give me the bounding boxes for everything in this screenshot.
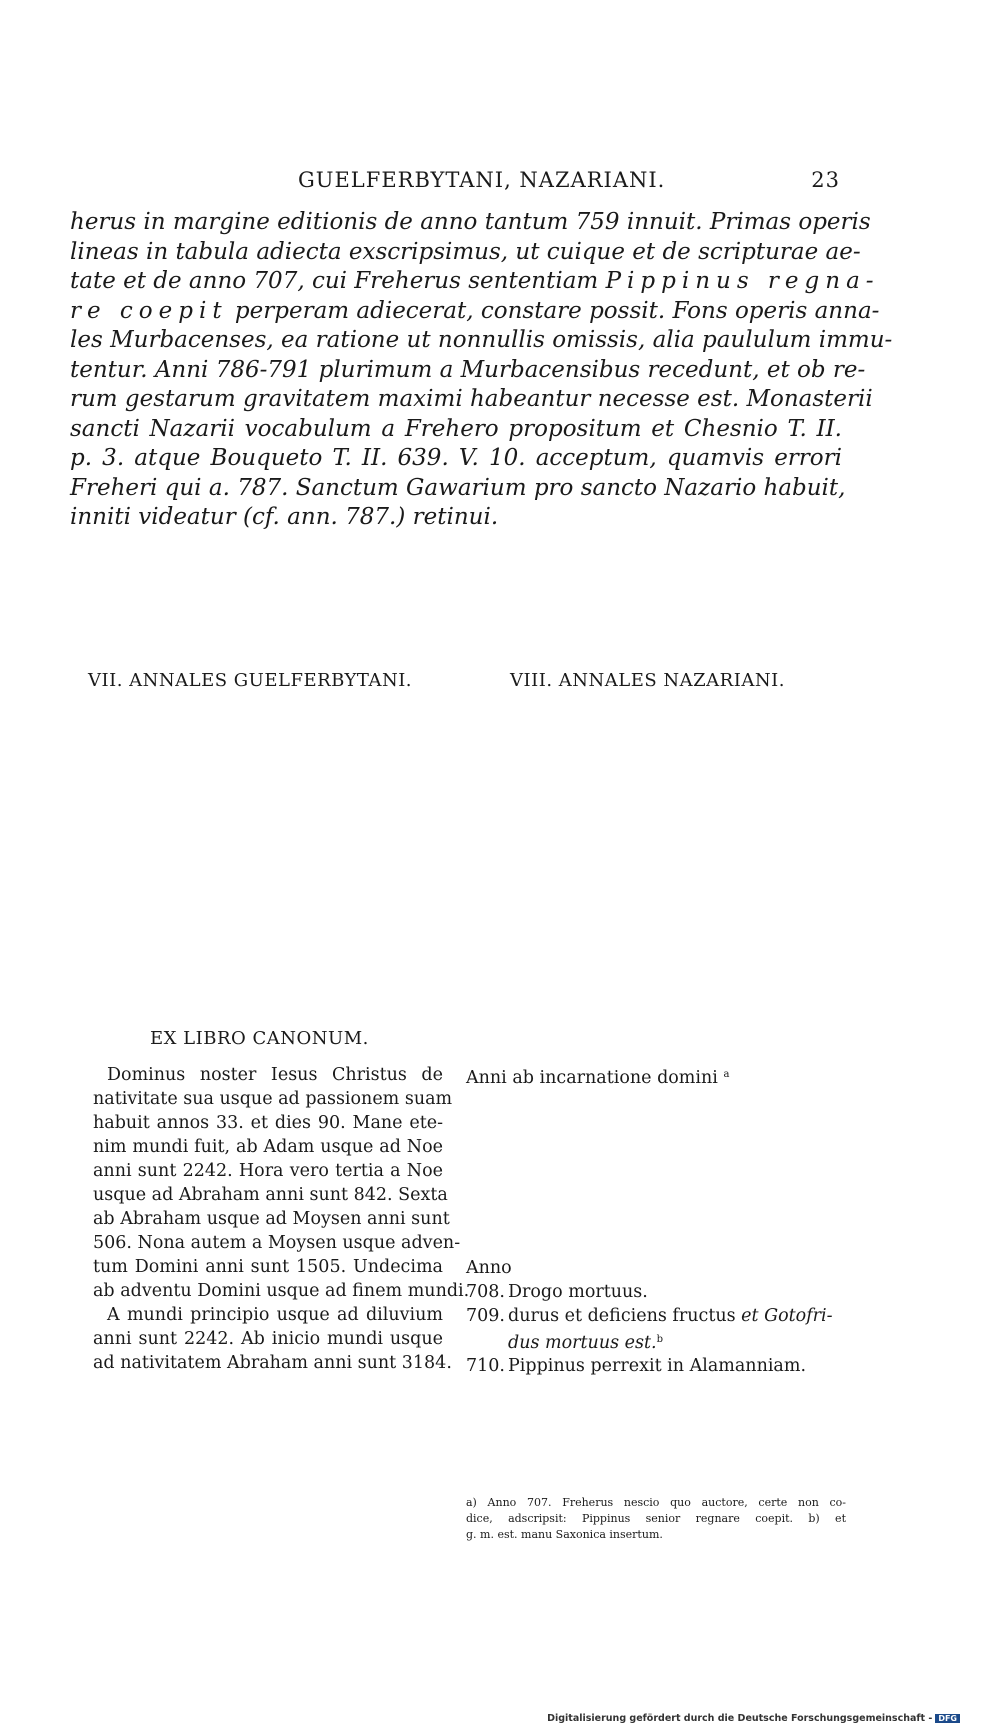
left-column-text bbox=[93, 1063, 470, 1375]
intro-line: herus in margine editionis de anno tantum 759 innuit. Primas operis bbox=[70, 209, 871, 235]
credit-text: Digitalisierung gefördert durch die Deutsche Forschungsgemeinschaft - bbox=[547, 1713, 933, 1724]
text-line: nativitate sua usque ad passionem suam bbox=[93, 1089, 453, 1109]
entry-italic-text: et Gotofri- bbox=[741, 1306, 833, 1326]
text-line: 506. Nona autem a Moysen usque adven- bbox=[93, 1233, 461, 1253]
intro-paragraph bbox=[70, 208, 893, 533]
intro-text: tate et de anno 707, cui Freherus sententiam bbox=[70, 268, 606, 294]
text-line: ad nativitatem Abraham anni sunt 3184. bbox=[93, 1353, 452, 1373]
intro-line: lineas in tabula adiecta exscripsimus, ut cuique et de scripturae ae- bbox=[70, 238, 861, 265]
annal-entry-709 bbox=[466, 1304, 846, 1355]
text-line: nim mundi fuit, ab Adam usque ad Noe bbox=[93, 1137, 443, 1157]
intro-text: perperam adiecerat, constare possit. Fons operis anna- bbox=[227, 297, 880, 324]
anno-label: Anno bbox=[466, 1258, 512, 1278]
page-number: 23 bbox=[811, 168, 840, 192]
intro-line: p. 3. atque Bouqueto T. II. 639. V. 10. acceptum, quamvis errori bbox=[70, 445, 842, 471]
entry-italic-continuation: dus mortuus est. bbox=[508, 1333, 657, 1353]
entry-text: Pippinus perrexit in Alamanniam. bbox=[508, 1356, 807, 1376]
intro-line: sancti Nazarii vocabulum a Frehero propositum et Chesnio T. II. bbox=[70, 415, 842, 442]
text-line: anni sunt 2242. Hora vero tertia a Noe bbox=[93, 1161, 443, 1181]
intro-line: rum gestarum gravitatem maximi habeantur necesse est. Monasterii bbox=[70, 386, 873, 412]
spaced-quote: Pippinus regna- bbox=[605, 268, 880, 294]
section-heading-guelferbytani: VII. ANNALES GUELFERBYTANI. bbox=[88, 670, 413, 691]
text-line: Dominus noster Iesus Christus de bbox=[107, 1065, 443, 1085]
intro-line bbox=[70, 267, 880, 297]
text-line: ab adventu Domini usque ad finem mundi. bbox=[93, 1281, 470, 1301]
footnotes bbox=[466, 1495, 846, 1543]
intro-line: les Murbacenses, ea ratione ut nonnullis omissis, alia paululum immu- bbox=[70, 327, 893, 353]
entry-text: Drogo mortuus. bbox=[508, 1282, 648, 1302]
text-line: habuit annos 33. et dies 90. Mane ete- bbox=[93, 1113, 443, 1133]
text-line: anni sunt 2242. Ab inicio mundi usque bbox=[93, 1329, 443, 1349]
intro-line: Freheri qui a. 787. Sanctum Gawarium pro sancto Nazario habuit, bbox=[70, 474, 846, 501]
intro-line: inniti videatur (cf. ann. 787.) retinui. bbox=[70, 504, 499, 530]
text-line: usque ad Abraham anni sunt 842. Sexta bbox=[93, 1185, 448, 1205]
running-title: GUELFERBYTANI, NAZARIANI. bbox=[298, 168, 666, 192]
dfg-logo: DFG bbox=[935, 1714, 960, 1723]
anni-heading-text: Anni ab incarnatione domini bbox=[466, 1068, 718, 1088]
text-line: A mundi principio usque ad diluvium bbox=[107, 1305, 443, 1325]
annal-entry-708 bbox=[466, 1280, 846, 1304]
spaced-quote: re coepit bbox=[70, 297, 228, 324]
footnote-line: dice, adscripsit: Pippinus senior regnare coepit. b) et bbox=[466, 1512, 846, 1525]
text-line: ab Abraham usque ad Moysen anni sunt bbox=[93, 1209, 450, 1229]
footnote-line: g. m. est. manu Saxonica insertum. bbox=[466, 1528, 663, 1541]
section-heading-nazariani: VIII. ANNALES NAZARIANI. bbox=[510, 670, 785, 691]
text-line: tum Domini anni sunt 1505. Undecima bbox=[93, 1257, 443, 1277]
entry-text: durus et deficiens fructus bbox=[508, 1306, 742, 1326]
digitization-credit bbox=[547, 1713, 960, 1724]
footnote-line: a) Anno 707. Freherus nescio quo auctore, certe non co- bbox=[466, 1496, 846, 1509]
footnote-mark-b: b bbox=[656, 1334, 663, 1345]
footnote-mark-a: a bbox=[723, 1069, 730, 1080]
ex-libro-heading: EX LIBRO CANONUM. bbox=[150, 1028, 369, 1049]
anni-heading bbox=[466, 1063, 729, 1090]
intro-line: tentur. Anni 786-791 plurimum a Murbacensibus recedunt, et ob re- bbox=[70, 356, 866, 383]
annal-entry-710 bbox=[466, 1354, 846, 1378]
entry-year: 708. bbox=[466, 1282, 505, 1302]
entry-year: 709. bbox=[466, 1306, 505, 1326]
intro-line bbox=[70, 297, 880, 327]
entry-year: 710. bbox=[466, 1356, 505, 1376]
